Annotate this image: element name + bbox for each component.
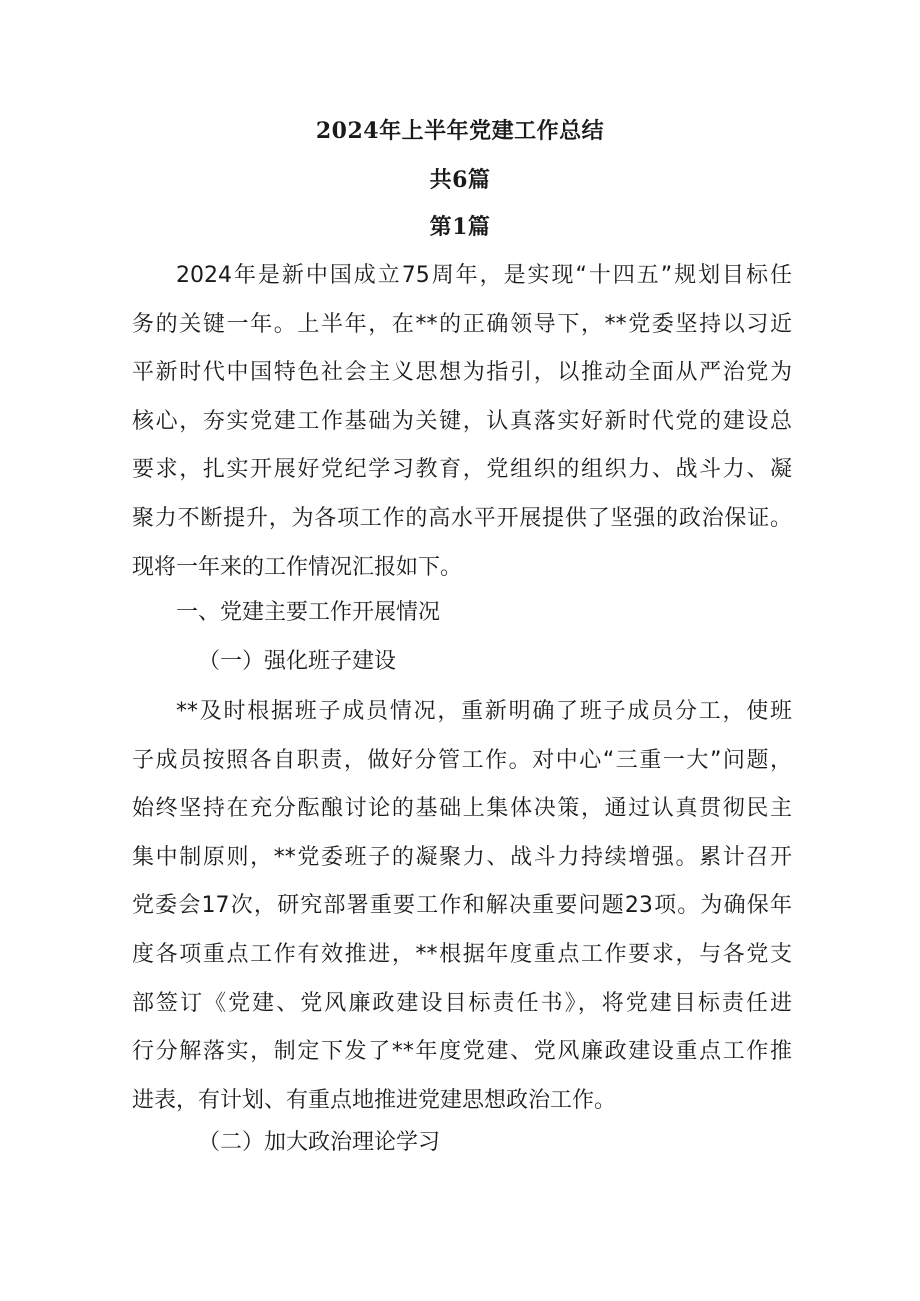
document-count-label: 共6篇: [429, 167, 491, 193]
paragraph-line: 党委会17次，研究部署重要工作和解决重要问题23项。为确保年: [132, 893, 792, 919]
paragraph-line: 2024年是新中国成立75周年，是实现“十四五”规划目标任: [176, 263, 792, 288]
intro-paragraph: [132, 252, 792, 592]
document-part-label: 第1篇: [429, 214, 491, 240]
paragraph-line: 子成员按照各自职责，做好分管工作。对中心“三重一大”问题，: [132, 747, 792, 773]
subsection-paragraph: [132, 688, 792, 1125]
subsection-heading: （一）强化班子建设: [198, 649, 397, 674]
paragraph-line: 务的关键一年。上半年，在**的正确领导下，**党委坚持以习近: [132, 311, 792, 337]
paragraph-line: 核心，夯实党建工作基础为关键，认真落实好新时代党的建设总: [132, 408, 792, 434]
subsection-heading: （二）加大政治理论学习: [198, 1130, 441, 1155]
paragraph-line: 要求，扎实开展好党纪学习教育，党组织的组织力、战斗力、凝: [132, 457, 792, 483]
paragraph-line: 始终坚持在充分酝酿讨论的基础上集体决策，通过认真贯彻民主: [132, 796, 792, 822]
paragraph-line: 现将一年来的工作情况汇报如下。: [132, 554, 463, 580]
paragraph-line: 度各项重点工作有效推进，**根据年度重点工作要求，与各党支: [132, 941, 792, 967]
paragraph-line: 部签订《党建、党风廉政建设目标责任书》，将党建目标责任进: [132, 990, 792, 1016]
paragraph-line: 集中制原则，**党委班子的凝聚力、战斗力持续增强。累计召开: [132, 844, 792, 870]
document-title: 2024年上半年党建工作总结: [315, 118, 605, 144]
paragraph-line: **及时根据班子成员情况，重新明确了班子成员分工，使班: [176, 699, 792, 724]
paragraph-line: 平新时代中国特色社会主义思想为指引，以推动全面从严治党为: [132, 360, 792, 386]
paragraph-line: 行分解落实，制定下发了**年度党建、党风廉政建设重点工作推: [132, 1039, 792, 1065]
section-heading: 一、党建主要工作开展情况: [176, 600, 441, 625]
paragraph-line: 进表，有计划、有重点地推进党建思想政治工作。: [132, 1087, 617, 1113]
paragraph-line: 聚力不断提升，为各项工作的高水平开展提供了坚强的政治保证。: [132, 505, 792, 531]
